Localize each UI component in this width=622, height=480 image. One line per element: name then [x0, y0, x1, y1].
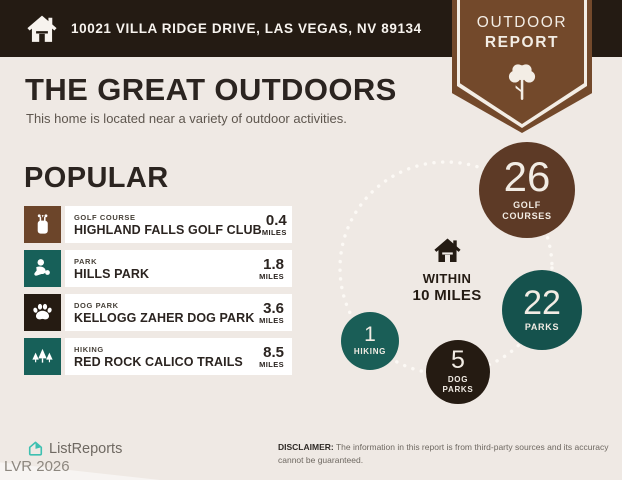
list-text: [74, 213, 262, 237]
golf-bag-icon: [24, 206, 61, 243]
bubble-label: DOG PARKS: [442, 374, 474, 394]
category-label: DOG PARK: [74, 300, 119, 310]
badge-line1: OUTDOOR: [476, 14, 568, 31]
list-card: [65, 206, 292, 243]
badge-text: [452, 14, 592, 52]
bubble-count: 5: [451, 346, 465, 375]
list-card: [65, 338, 292, 375]
list-text: [74, 301, 254, 325]
tree-icon: [506, 62, 538, 106]
list-item-park: [24, 250, 292, 287]
category-label: HIKING: [74, 344, 104, 354]
bubble-label: PARKS: [524, 321, 560, 332]
listreports-brand: [27, 440, 122, 457]
paw-icon: [24, 294, 61, 331]
list-item-hiking: [24, 338, 292, 375]
outdoor-report-badge: [452, 0, 592, 133]
list-card: [65, 294, 292, 331]
place-name: RED ROCK CALICO TRAILS: [74, 354, 243, 369]
brand-name: ListReports: [49, 440, 123, 457]
place-name: HILLS PARK: [74, 266, 150, 281]
place-name: HIGHLAND FALLS GOLF CLUB: [74, 222, 262, 237]
listreports-logo-icon: [27, 440, 44, 457]
within-label: WITHIN: [422, 271, 472, 286]
park-person-icon: [24, 250, 61, 287]
distance: [259, 345, 284, 369]
disclaimer: [278, 441, 612, 467]
bubble-dog-parks: [426, 340, 490, 404]
bubble-count: 22: [523, 284, 561, 323]
list-item-golf-course: [24, 206, 292, 243]
page-title: THE GREAT OUTDOORS: [25, 72, 397, 107]
page-subtitle: This home is located near a variety of outdoor activities.: [26, 111, 347, 126]
bubble-count: 26: [503, 153, 551, 201]
distance-value: 3.6: [263, 299, 284, 317]
popular-list: [24, 206, 292, 382]
bubble-golf-courses: [479, 142, 575, 238]
bubble-label: HIKING: [353, 346, 387, 356]
radius-center: [387, 238, 507, 304]
bubble-count: 1: [364, 323, 376, 347]
distance: [259, 301, 284, 325]
popular-heading: POPULAR: [24, 162, 169, 194]
list-text: [74, 345, 243, 369]
disclaimer-label: DISCLAIMER:: [278, 442, 334, 452]
watermark-text: LVR 2026: [4, 458, 70, 475]
list-text: [74, 257, 149, 281]
within-distance: 10 MILES: [412, 287, 482, 304]
distance-unit: MILES: [259, 271, 284, 281]
distance-unit: MILES: [261, 227, 287, 237]
category-label: GOLF COURSE: [74, 212, 136, 222]
distance-unit: MILES: [259, 315, 284, 325]
distance-value: 1.8: [263, 255, 284, 273]
bubble-label: GOLF COURSES: [502, 200, 552, 222]
list-card: [65, 250, 292, 287]
badge-line2: REPORT: [484, 34, 560, 51]
disclaimer-text: The information in this report is from third-party sources and its accuracy cannot be guaranteed.: [278, 442, 609, 465]
distance-value: 0.4: [265, 211, 287, 229]
address-text: 10021 VILLA RIDGE DRIVE, LAS VEGAS, NV 89134: [71, 21, 422, 36]
place-name: KELLOGG ZAHER DOG PARK: [74, 310, 255, 325]
bubble-hiking: [341, 312, 399, 370]
distance-value: 8.5: [263, 343, 284, 361]
distance-unit: MILES: [259, 359, 284, 369]
bubble-parks: [502, 270, 582, 350]
pine-trees-icon: [24, 338, 61, 375]
distance: [262, 213, 287, 237]
distance: [259, 257, 284, 281]
within-home-icon: [434, 238, 461, 263]
category-label: PARK: [74, 256, 98, 266]
list-item-dog-park: [24, 294, 292, 331]
home-icon: [27, 15, 57, 43]
